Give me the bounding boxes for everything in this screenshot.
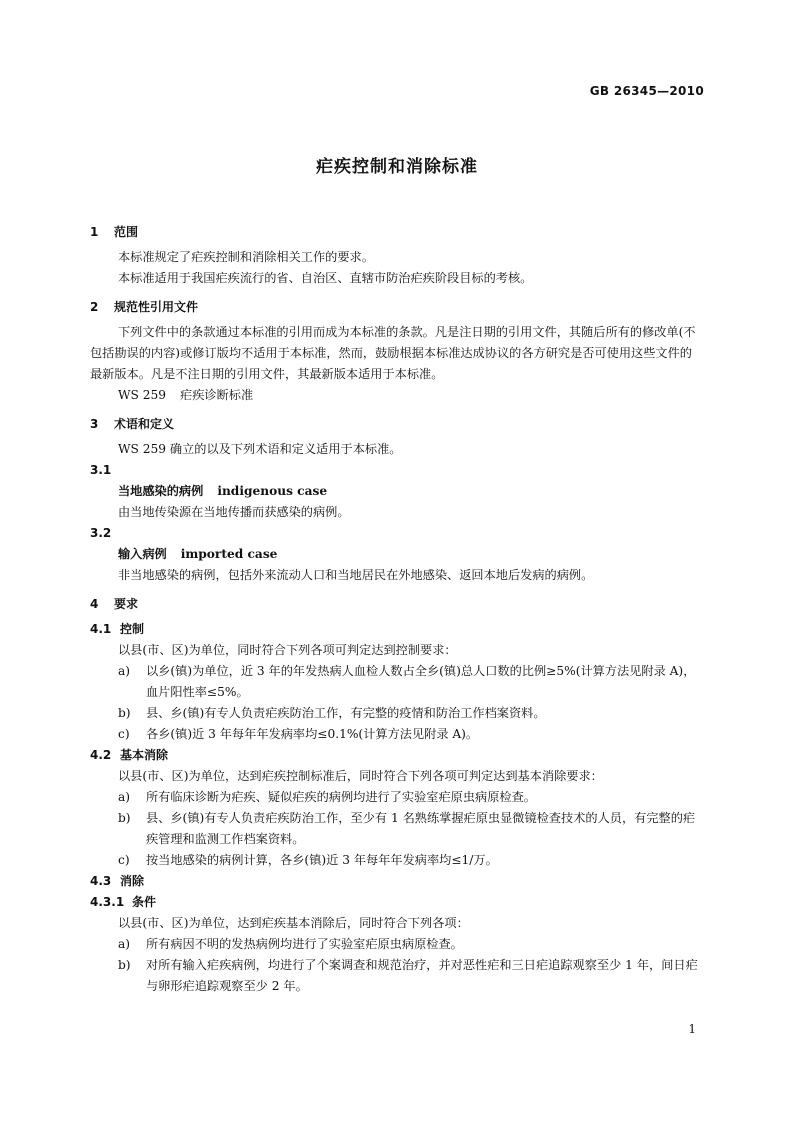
subsection-number: 4.1 [90, 622, 112, 636]
term-zh: 输入病例 [118, 547, 167, 561]
subsection-title: 条件 [132, 895, 157, 909]
subsection-number: 4.3 [90, 874, 112, 888]
list-marker: b) [118, 811, 131, 825]
paragraph: 以县(市、区)为单位，达到疟疾控制标准后，同时符合下列各项可判定达到基本消除要求： [118, 769, 603, 783]
term-heading [90, 481, 704, 502]
list-item-text: 按当地感染的病例计算，各乡(镇)近 3 年每年年发病率均≤1/万。 [146, 853, 498, 867]
subsection-number: 3.2 [90, 526, 112, 540]
list-item [90, 850, 704, 871]
section-title: 规范性引用文件 [114, 300, 199, 314]
section-1-heading [90, 222, 704, 243]
list-item-text: 对所有输入疟疾病例，均进行了个案调查和规范治疗，并对恶性疟和三日疟追踪观察至少 1 年，间日疟与卵形疟追踪观察至少 2 年。 [146, 958, 698, 993]
list-marker: c) [118, 853, 130, 867]
section-2-heading [90, 297, 704, 318]
list-marker: c) [118, 727, 130, 741]
subsection-4-3-1-heading [90, 892, 704, 913]
paragraph: 本标准适用于我国疟疾流行的省、自治区、直辖市防治疟疾阶段目标的考核。 [118, 271, 533, 285]
list-item [90, 724, 704, 745]
subsection-title: 消除 [120, 874, 145, 888]
paragraph: 以县(市、区)为单位，同时符合下列各项可判定达到控制要求： [118, 643, 457, 657]
section-number: 2 [90, 300, 99, 314]
list-marker: b) [118, 706, 131, 720]
list-item [90, 661, 704, 703]
term-en: imported case [180, 547, 278, 561]
subsection-number: 4.3.1 [90, 895, 125, 909]
section-3-heading [90, 414, 704, 435]
paragraph: WS 259 确立的以及下列术语和定义适用于本标准。 [118, 442, 402, 456]
subsection-4-1-heading [90, 619, 704, 640]
subsection-number: 4.2 [90, 748, 112, 762]
term-en: indigenous case [217, 484, 328, 498]
reference-code: WS 259 [118, 388, 167, 402]
paragraph: 下列文件中的条款通过本标准的引用而成为本标准的条款。凡是注日期的引用文件，其随后所有的修改单(不包括勘误的内容)或修订版均不适用于本标准，然而，鼓励根据本标准达成协议的各方研究是否可使用这些文件的最新版本。凡是不注日期的引用文件，其最新版本适用于本标准。 [90, 325, 696, 381]
list-item-text: 县、乡(镇)有专人负责疟疾防治工作，有完整的疫情和防治工作档案资料。 [146, 706, 546, 720]
section-number: 3 [90, 417, 99, 431]
list-item-text: 所有病因不明的发热病例均进行了实验室疟原虫病原检查。 [146, 937, 463, 951]
list-item [90, 703, 704, 724]
list-item-text: 所有临床诊断为疟疾、疑似疟疾的病例均进行了实验室疟原虫病原检查。 [146, 790, 536, 804]
section-title: 范围 [114, 225, 139, 239]
list-marker: b) [118, 958, 131, 972]
list-item [90, 787, 704, 808]
list-item [90, 955, 704, 997]
list-item-text: 以乡(镇)为单位，近 3 年的年发热病人血检人数占全乡(镇)总人口数的比例≥5%(计算方法见附录 A)，血片阳性率≤5%。 [146, 664, 696, 699]
section-title: 要求 [114, 597, 139, 611]
reference-title: 疟疾诊断标准 [180, 388, 254, 402]
paragraph: 以县(市、区)为单位，达到疟疾基本消除后，同时符合下列各项： [118, 916, 469, 930]
section-title: 术语和定义 [114, 417, 175, 431]
section-number: 1 [90, 225, 99, 239]
subsection-number: 3.1 [90, 463, 112, 477]
term-definition: 非当地感染的病例，包括外来流动人口和当地居民在外地感染、返回本地后发病的病例。 [118, 568, 594, 582]
list-marker: a) [118, 937, 131, 951]
subsection-title: 基本消除 [120, 748, 169, 762]
list-item-text: 县、乡(镇)有专人负责疟疾防治工作，至少有 1 名熟练掌握疟原虫显微镜检查技术的人员，有完整的疟疾管理和监测工作档案资料。 [146, 811, 696, 846]
list-item [90, 934, 704, 955]
term-heading [90, 544, 704, 565]
term-definition: 由当地传染源在当地传播而获感染的病例。 [118, 505, 350, 519]
standard-code: GB 26345—2010 [589, 84, 704, 98]
list-marker: a) [118, 790, 131, 804]
document-title: 疟疾控制和消除标准 [316, 157, 478, 177]
subsection-4-2-heading [90, 745, 704, 766]
subsection-4-3-heading [90, 871, 704, 892]
section-4-heading [90, 594, 704, 615]
document-body [90, 216, 704, 997]
section-number: 4 [90, 597, 99, 611]
list-marker: a) [118, 664, 131, 678]
subsection-title: 控制 [120, 622, 145, 636]
page-number: 1 [688, 1022, 696, 1036]
normative-reference [90, 385, 704, 406]
paragraph: 本标准规定了疟疾控制和消除相关工作的要求。 [118, 250, 374, 264]
list-item-text: 各乡(镇)近 3 年每年年发病率均≤0.1%(计算方法见附录 A)。 [146, 727, 479, 741]
list-item [90, 808, 704, 850]
term-zh: 当地感染的病例 [118, 484, 204, 498]
